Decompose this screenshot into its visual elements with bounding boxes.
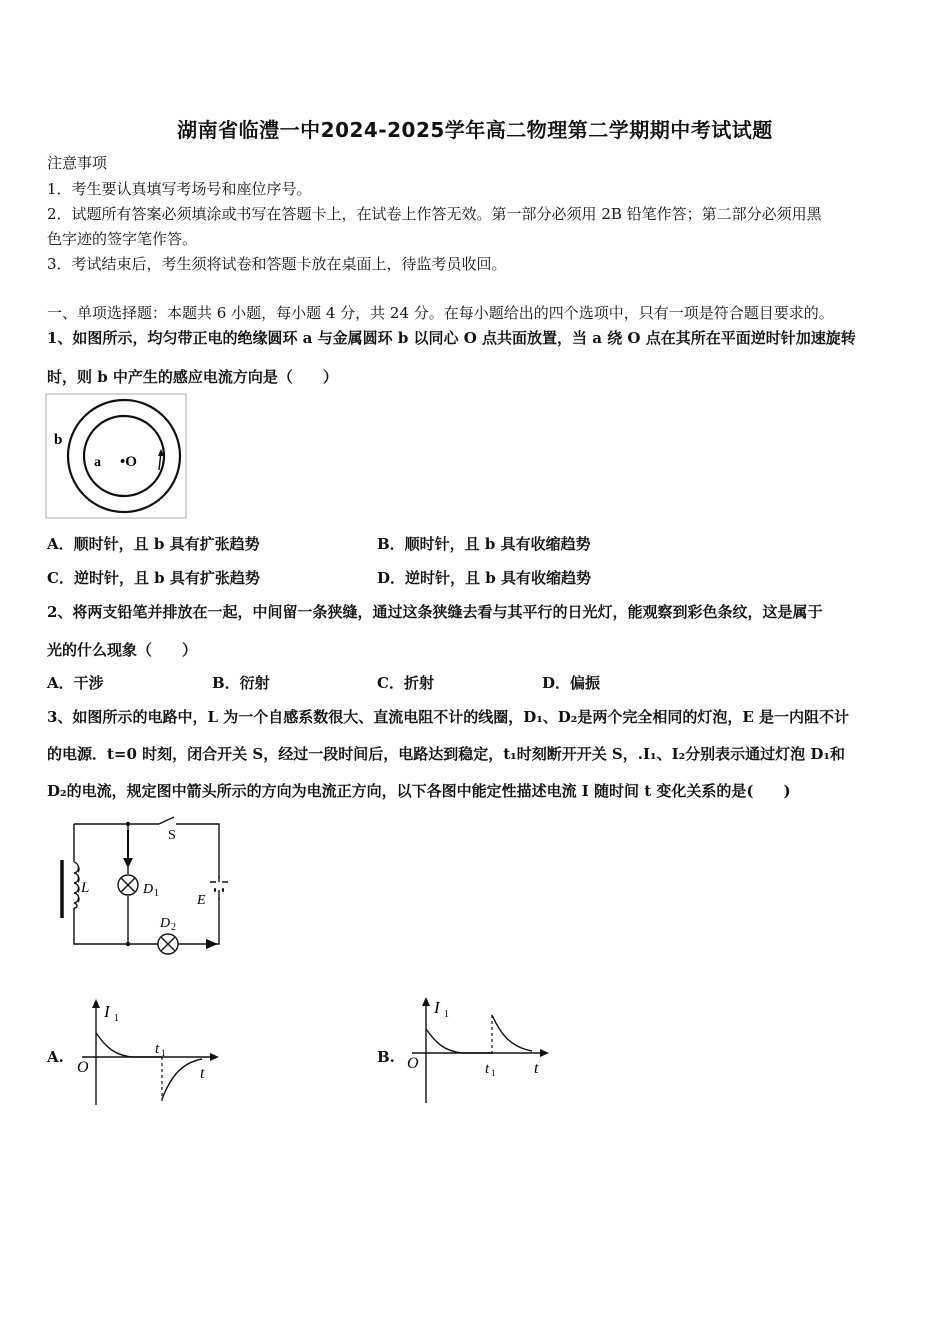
label-d2-sub: 2 (171, 922, 176, 933)
q2-option-a: A．干涉 (47, 674, 104, 692)
q2-stem-line1: 2、将两支铅笔并排放在一起，中间留一条狭缝，通过这条狭缝去看与其平行的日光灯，能观察到彩色条纹，这是属于 (47, 603, 823, 621)
label-a: a (94, 455, 101, 470)
graph-b-curve-after-t1 (492, 1015, 532, 1051)
q3-option-a-label: A. (47, 1048, 64, 1066)
notice-item-2-cont: 色字迹的签字笔作答。 (47, 230, 198, 248)
graph-a-t1: t (155, 1041, 160, 1057)
label-d2: D (160, 916, 171, 931)
label-e: E (197, 893, 206, 908)
label-d1: D (143, 882, 154, 897)
graph-a-curve-before-t1 (96, 1033, 162, 1057)
switch-s (159, 817, 174, 824)
label-o: •O (120, 454, 137, 470)
graph-a-ylabel: I (104, 1002, 110, 1021)
notice-heading: 注意事项 (47, 154, 108, 172)
graph-b-curve-before-t1 (426, 1029, 492, 1053)
notice-item-1: 1．考生要认真填写考场号和座位序号。 (47, 180, 312, 198)
q1-stem-line1: 1、如图所示，均匀带正电的绝缘圆环 a 与金属圆环 b 以同心 O 点共面放置，当 a 绕 O 点在其所在平面逆时针加速旋转 (47, 329, 856, 347)
q3-graph-b (404, 993, 554, 1105)
graph-a-origin: O (77, 1059, 89, 1076)
notice-item-3: 3．考试结束后，考生须将试卷和答题卡放在桌面上，待监考员收回。 (47, 255, 507, 273)
label-s: S (168, 828, 176, 843)
q1-stem-line2: 时，则 b 中产生的感应电流方向是（ ） (47, 368, 338, 386)
graph-a-curve-after-t1 (162, 1059, 202, 1099)
q2-stem-line2: 光的什么现象（ ） (47, 641, 198, 659)
notice-item-2: 2．试题所有答案必须填涂或书写在答题卡上，在试卷上作答无效。第一部分必须用 2B 铅笔作答；第二部分必须用黑 (47, 205, 822, 223)
graph-b-t1: t (485, 1061, 490, 1077)
q2-option-b: B．衍射 (212, 674, 270, 692)
q2-option-c: C．折射 (377, 674, 434, 692)
graph-b-ylabel-sub: 1 (444, 1009, 449, 1020)
q1-rings-figure (46, 394, 188, 518)
section-heading: 一、单项选择题：本题共 6 小题，每小题 4 分，共 24 分。在每小题给出的四个选项中，只有一项是符合题目要求的。 (47, 304, 834, 322)
top-wire-right (176, 824, 219, 878)
page-title: 湖南省临澧一中2024-2025学年高二物理第二学期期中考试试题 (177, 118, 773, 142)
q3-stem-line3: D₂的电流，规定图中箭头所示的方向为电流正方向，以下各图中能定性描述电流 I 随时间 t 变化关系的是( ) (47, 782, 791, 800)
q1-option-d: D．逆时针，且 b 具有收缩趋势 (377, 569, 591, 587)
q1-option-b: B．顺时针，且 b 具有收缩趋势 (377, 535, 591, 553)
q3-option-b-label: B. (377, 1048, 395, 1066)
q2-option-d: D．偏振 (542, 674, 601, 692)
q3-circuit-diagram (56, 816, 228, 960)
graph-a-ylabel-sub: 1 (114, 1013, 119, 1024)
graph-a-xlabel: t (200, 1065, 205, 1082)
label-d1-sub: 1 (154, 888, 159, 899)
q1-option-c: C．逆时针，且 b 具有扩张趋势 (47, 569, 260, 587)
q3-stem-line2: 的电源．t=0 时刻，闭合开关 S，经过一段时间后，电路达到稳定，t₁时刻断开开关 S，.I₁、I₂分别表示通过灯泡 D₁和 (47, 745, 845, 763)
graph-b-xlabel: t (534, 1060, 539, 1077)
graph-a-t1-sub: 1 (161, 1048, 166, 1058)
graph-b-x-arrowhead (540, 1049, 549, 1057)
q3-stem-line1: 3、如图所示的电路中，L 为一个自感系数很大、直流电阻不计的线圈，D₁、D₂是两个完全相同的灯泡，E 是一内阻不计 (47, 708, 850, 726)
graph-b-ylabel: I (434, 998, 440, 1017)
graph-b-y-arrowhead (422, 997, 430, 1006)
current-arrowhead-d1 (123, 858, 133, 868)
current-arrowhead-d2 (206, 939, 218, 949)
q1-option-a: A．顺时针，且 b 具有扩张趋势 (47, 535, 260, 553)
q3-graph-a (74, 995, 224, 1107)
graph-a-y-arrowhead (92, 999, 100, 1008)
graph-a-x-arrowhead (210, 1053, 219, 1061)
label-l: L (81, 880, 90, 896)
label-b: b (54, 432, 63, 448)
graph-b-origin: O (407, 1055, 419, 1072)
graph-b-t1-sub: 1 (491, 1068, 496, 1078)
